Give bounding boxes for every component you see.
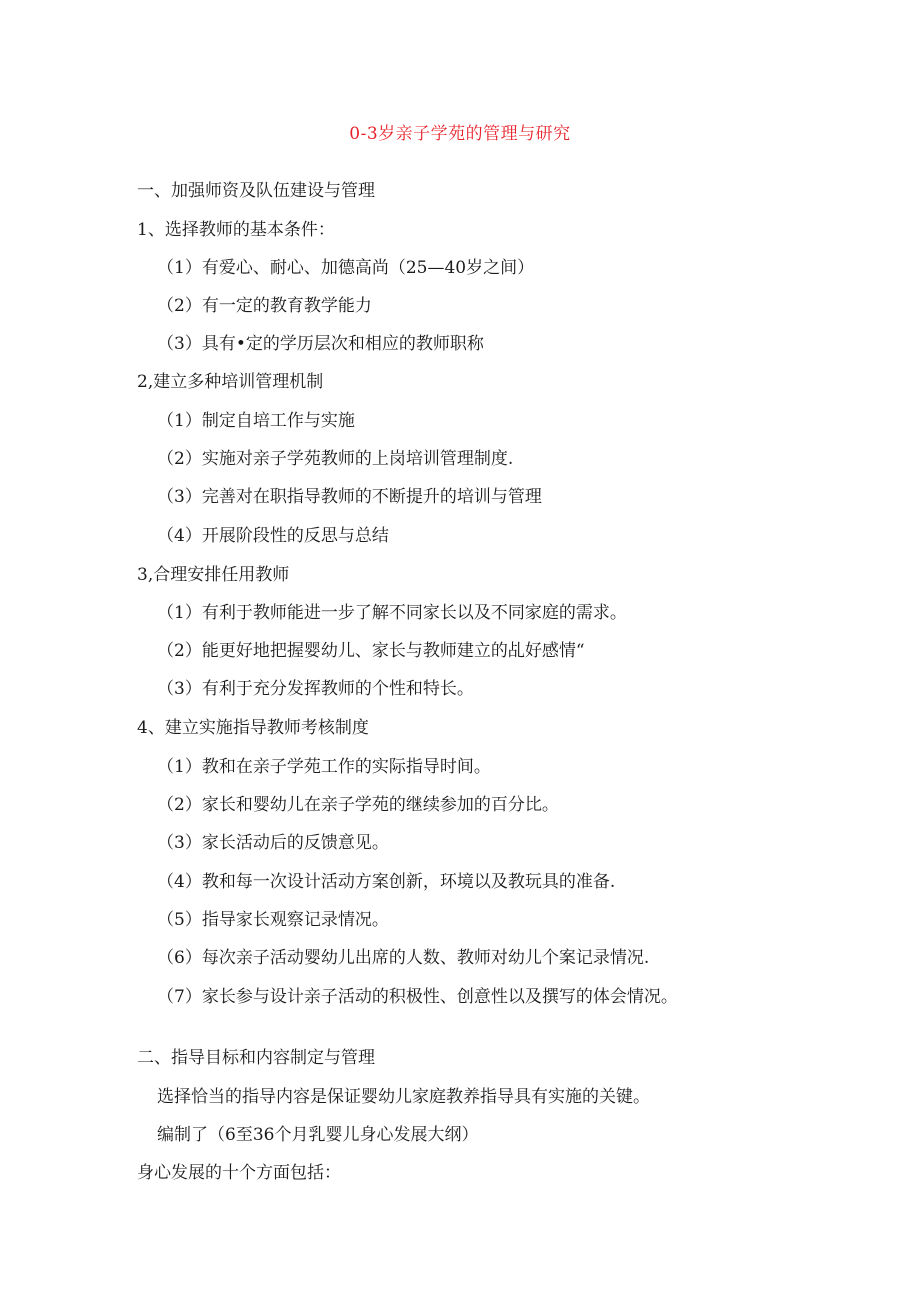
list-item: （1）制定自培工作与实施: [157, 411, 355, 431]
subsection-heading: 1、选择教师的基本条件：: [137, 220, 335, 240]
list-item: （1）有利于教师能进一步了解不同家长以及不同家庭的需求。: [157, 603, 627, 623]
list-item: （3）具有•定的学历层次和相应的教师职称: [157, 334, 484, 354]
list-item: （2）能更好地把握婴幼儿、家长与教师建立的乩好感情“: [157, 641, 585, 661]
document-title: 0-3岁亲子学苑的管理与研究: [349, 124, 571, 144]
paragraph: 编制了（6至36个月乳婴儿身心发展大纲）: [157, 1125, 479, 1145]
list-item: （1）有爱心、耐心、加德高尚（25—40岁之间）: [157, 258, 535, 278]
list-item: （6）每次亲子活动婴幼儿出席的人数、教师对幼儿个案记录情况.: [157, 948, 650, 968]
list-item: （4）教和每一次设计活动方案创新，环境以及教玩具的准备.: [157, 872, 616, 892]
subsection-heading: 4、建立实施指导教师考核制度: [137, 718, 369, 738]
paragraph: 身心发展的十个方面包括：: [137, 1163, 341, 1183]
section-heading: 二、指导目标和内容制定与管理: [137, 1048, 375, 1068]
subsection-heading: 2,建立多种培训管理机制: [137, 372, 324, 392]
list-item: （7）家长参与设计亲子活动的积极性、创意性以及撰写的体会情况。: [157, 987, 678, 1007]
list-item: （1）教和在亲子学苑工作的实际指导时间。: [157, 757, 491, 777]
section-heading: 一、加强师资及队伍建设与管理: [137, 181, 375, 201]
list-item: （4）开展阶段性的反思与总结: [157, 526, 389, 546]
list-item: （2）有一定的教育教学能力: [157, 296, 372, 316]
list-item: （2）实施对亲子学苑教师的上岗培训管理制度.: [157, 449, 514, 469]
list-item: （3）有利于充分发挥教师的个性和特长。: [157, 679, 474, 699]
subsection-heading: 3,合理安排任用教师: [137, 565, 290, 585]
list-item: （5）指导家长观察记录情况。: [157, 910, 389, 930]
list-item: （3）完善对在职指导教师的不断提升的培训与管理: [157, 487, 542, 507]
list-item: （2）家长和婴幼儿在亲子学苑的继续参加的百分比。: [157, 795, 559, 815]
list-item: （3）家长活动后的反馈意见。: [157, 833, 389, 853]
paragraph: 选择恰当的指导内容是保证婴幼儿家庭教养指导具有实施的关键。: [157, 1087, 650, 1107]
